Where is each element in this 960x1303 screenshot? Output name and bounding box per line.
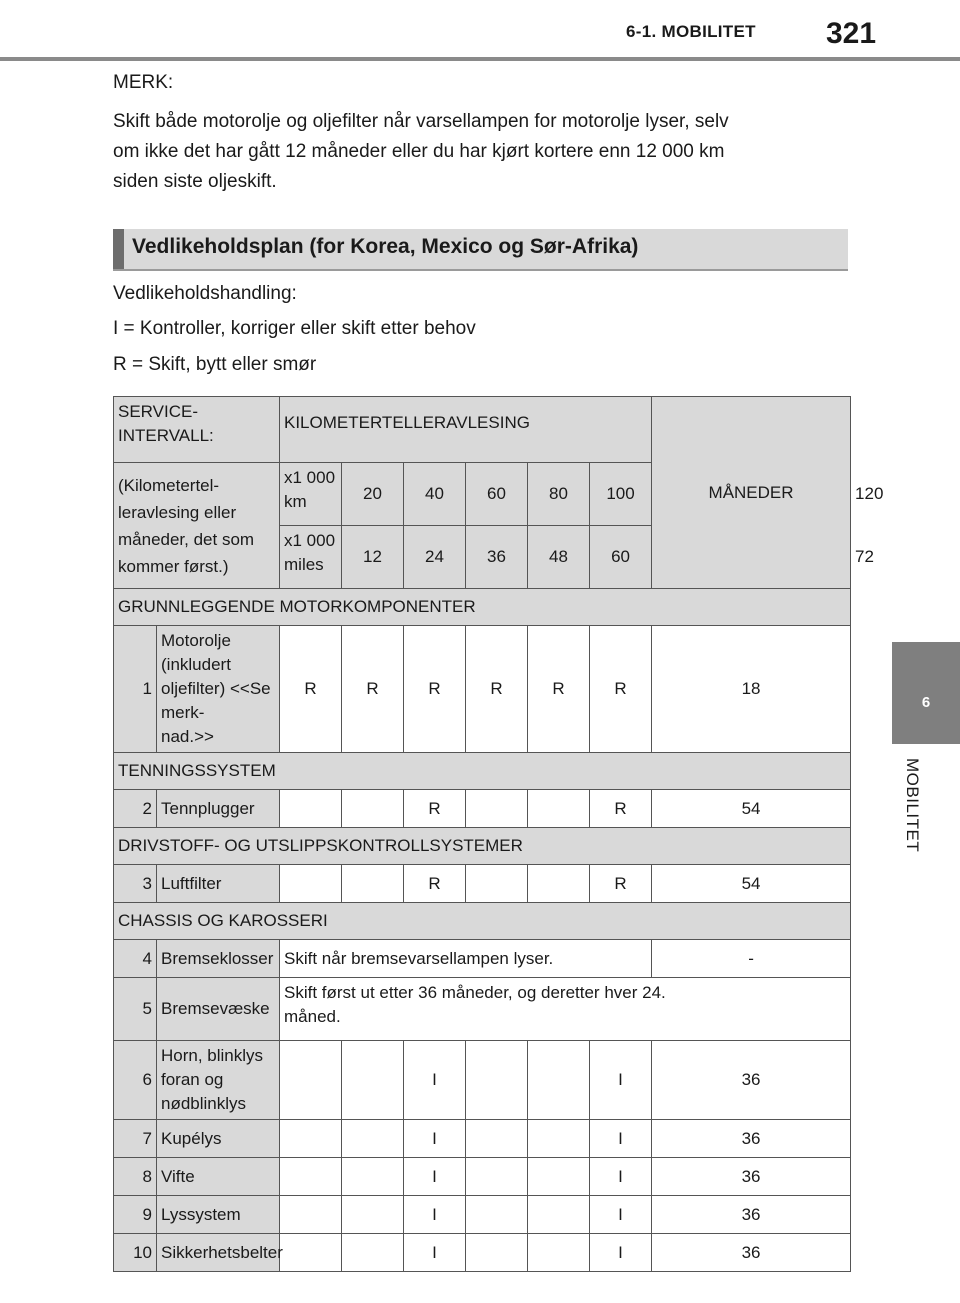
action-cell (528, 1234, 590, 1272)
action-cell (280, 1041, 342, 1120)
action-cell (342, 1234, 404, 1272)
item-number: 7 (114, 1120, 157, 1158)
table-row (114, 1196, 851, 1234)
action-note: Skift når bremsevarsellampen lyser. (280, 940, 652, 978)
legend-heading: Vedlikeholdshandling: (113, 283, 297, 304)
months-cell: 36 (652, 1196, 851, 1234)
miles-value: 36 (466, 526, 528, 589)
action-cell: I (404, 1120, 466, 1158)
action-cell: I (590, 1234, 652, 1272)
action-cell: I (590, 1120, 652, 1158)
category-row (114, 589, 851, 626)
table-row (114, 1234, 851, 1272)
km-unit: x1 000 km (280, 463, 342, 526)
action-cell (466, 1196, 528, 1234)
item-number: 1 (114, 626, 157, 753)
section-title-marker (113, 229, 124, 269)
action-cell: I (404, 1234, 466, 1272)
action-cell (528, 790, 590, 828)
category-row (114, 753, 851, 790)
action-cell (466, 1234, 528, 1272)
table-row (114, 1120, 851, 1158)
table-row (114, 1158, 851, 1196)
action-cell (466, 1158, 528, 1196)
action-cell (342, 865, 404, 903)
miles-value: 60 (590, 526, 652, 589)
action-cell: R (590, 865, 652, 903)
note-heading: MERK: (113, 72, 174, 93)
action-cell (528, 1041, 590, 1120)
table-row (114, 865, 851, 903)
item-name: Tennplugger (157, 790, 280, 828)
action-cell: R (404, 790, 466, 828)
item-number: 4 (114, 940, 157, 978)
months-cell: 36 (652, 1234, 851, 1272)
months-cell: 36 (652, 1120, 851, 1158)
header-rule (0, 57, 960, 61)
action-cell (342, 1196, 404, 1234)
action-cell (466, 790, 528, 828)
action-cell: R (280, 626, 342, 753)
table-header-row (114, 397, 851, 463)
action-cell: R (404, 626, 466, 753)
item-name: Vifte (157, 1158, 280, 1196)
action-cell: I (590, 1196, 652, 1234)
odometer-header: KILOMETERTELLERAVLESING (280, 397, 652, 463)
action-cell (528, 1158, 590, 1196)
maintenance-table (113, 396, 884, 1272)
chapter-tab-number: 6 (921, 694, 931, 711)
item-name: Bremsevæske (157, 978, 280, 1041)
months-cell: 54 (652, 865, 851, 903)
interval-note: (Kilometertel- leravlesing eller måneder, det som kommer først.) (114, 463, 280, 589)
action-cell (466, 865, 528, 903)
action-cell: R (590, 626, 652, 753)
category-ignition: TENNINGSSYSTEM (114, 753, 851, 790)
note-line-2: om ikke det har gått 12 måneder eller du har kjørt kortere enn 12 000 km (113, 141, 725, 162)
action-cell (528, 865, 590, 903)
category-row (114, 903, 851, 940)
action-cell (280, 1196, 342, 1234)
item-name: Sikkerhetsbelter (157, 1234, 280, 1272)
km-value: 80 (528, 463, 590, 526)
item-number: 10 (114, 1234, 157, 1272)
item-name: Luftfilter (157, 865, 280, 903)
miles-row: x1 000 miles 12 24 36 48 60 72 (114, 526, 851, 589)
km-value: 100 (590, 463, 652, 526)
action-cell (280, 1158, 342, 1196)
miles-value: 12 (342, 526, 404, 589)
item-name: Motorolje (inkludert oljefilter) <<Se merk- nad.>> (157, 626, 280, 753)
chapter-tab-label-text: MOBILITET (903, 758, 922, 853)
table-row (114, 790, 851, 828)
km-value: 40 (404, 463, 466, 526)
section-title-band (113, 229, 848, 271)
action-cell (280, 1120, 342, 1158)
action-cell: R (404, 865, 466, 903)
action-cell: R (466, 626, 528, 753)
action-cell (466, 1041, 528, 1120)
action-cell: R (590, 790, 652, 828)
km-row: (Kilometertel- leravlesing eller måneder, det som kommer først.) x1 000 km 20 40 60 80 100 120 (114, 463, 851, 526)
action-cell (342, 790, 404, 828)
action-cell (528, 1196, 590, 1234)
km-value: 20 (342, 463, 404, 526)
action-cell: I (404, 1196, 466, 1234)
km-value: 60 (466, 463, 528, 526)
legend-r-definition: R = Skift, bytt eller smør (113, 354, 317, 375)
header-section-title: 6-1. MOBILITET (626, 22, 756, 41)
item-name: Kupélys (157, 1120, 280, 1158)
action-cell (342, 1041, 404, 1120)
action-cell (528, 1120, 590, 1158)
item-number: 3 (114, 865, 157, 903)
action-cell (280, 865, 342, 903)
months-cell: 36 (652, 1041, 851, 1120)
months-header: MÅNEDER (652, 397, 851, 589)
action-cell (280, 790, 342, 828)
action-cell (466, 1120, 528, 1158)
action-cell: I (404, 1158, 466, 1196)
action-cell: R (342, 626, 404, 753)
action-note: Skift først ut etter 36 måneder, og deretter hver 24. måned. (280, 978, 851, 1041)
table-row (114, 1041, 851, 1120)
action-cell: R (528, 626, 590, 753)
category-chassis: CHASSIS OG KAROSSERI (114, 903, 851, 940)
item-name: Bremseklosser (157, 940, 280, 978)
item-number: 6 (114, 1041, 157, 1120)
service-interval-header: SERVICE- INTERVALL: (114, 397, 280, 463)
item-number: 2 (114, 790, 157, 828)
miles-value: 48 (528, 526, 590, 589)
item-number: 5 (114, 978, 157, 1041)
months-cell: 18 (652, 626, 851, 753)
chapter-tab-label (898, 758, 938, 878)
action-cell (280, 1234, 342, 1272)
legend-i-definition: I = Kontroller, korriger eller skift etter behov (113, 318, 476, 339)
section-title: Vedlikeholdsplan (for Korea, Mexico og Sør-Afrika) (132, 235, 639, 258)
action-cell (342, 1120, 404, 1158)
table-row (114, 978, 851, 1041)
category-row (114, 828, 851, 865)
months-cell: 36 (652, 1158, 851, 1196)
action-cell: I (404, 1041, 466, 1120)
item-name: Lyssystem (157, 1196, 280, 1234)
action-cell (342, 1158, 404, 1196)
category-engine: GRUNNLEGGENDE MOTORKOMPONENTER (114, 589, 851, 626)
item-name: Horn, blinklys foran og nødblinklys (157, 1041, 280, 1120)
item-number: 9 (114, 1196, 157, 1234)
miles-value: 24 (404, 526, 466, 589)
category-fuel: DRIVSTOFF- OG UTSLIPPSKONTROLLSYSTEMER (114, 828, 851, 865)
chapter-tab (892, 642, 960, 744)
action-cell: I (590, 1158, 652, 1196)
miles-unit: x1 000 miles (280, 526, 342, 589)
months-cell: 54 (652, 790, 851, 828)
table-row (114, 626, 851, 753)
months-cell: - (652, 940, 851, 978)
page-number: 321 (826, 17, 877, 50)
note-line-3: siden siste oljeskift. (113, 171, 277, 192)
item-number: 8 (114, 1158, 157, 1196)
action-cell: I (590, 1041, 652, 1120)
note-line-1: Skift både motorolje og oljefilter når varsellampen for motorolje lyser, selv (113, 111, 729, 132)
table-row (114, 940, 851, 978)
